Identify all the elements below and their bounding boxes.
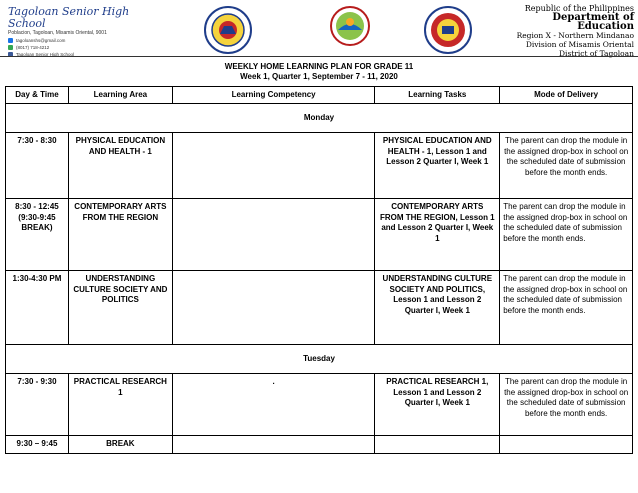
time-cell: 7:30 - 8:30	[6, 133, 69, 199]
title-line-1: WEEKLY HOME LEARNING PLAN FOR GRADE 11	[224, 62, 414, 71]
area-cell: PHYSICAL EDUCATION AND HEALTH - 1	[68, 133, 172, 199]
republic-block	[494, 4, 634, 58]
mode-cell: The parent can drop the module in the assigned drop-box in school on the scheduled date of submission before the month ends.	[500, 199, 633, 271]
header-day-time: Day & Time	[6, 87, 69, 104]
day-label: Monday	[6, 104, 633, 133]
school-address: Poblacion, Tagoloan, Misamis Oriental, 9001	[8, 30, 107, 36]
republic-line: Republic of the Philippines	[524, 4, 634, 13]
table-row	[6, 436, 633, 454]
competency-cell	[172, 271, 375, 345]
area-cell: UNDERSTANDING CULTURE SOCIETY AND POLITICS	[68, 271, 172, 345]
day-row-monday	[6, 104, 633, 133]
header-learning-area: Learning Area	[68, 87, 172, 104]
deped-seal-logo	[204, 6, 252, 54]
municipal-seal-logo	[330, 6, 370, 46]
competency-cell: .	[172, 374, 375, 436]
learning-plan-table	[5, 86, 633, 454]
competency-cell	[172, 199, 375, 271]
table-row	[6, 133, 633, 199]
letterhead	[0, 0, 638, 64]
header-learning-competency: Learning Competency	[172, 87, 375, 104]
header-learning-tasks: Learning Tasks	[375, 87, 500, 104]
mode-cell: The parent can drop the module in the assigned drop-box in school on the scheduled date of submission before the month ends.	[500, 271, 633, 345]
phone-icon	[8, 45, 13, 50]
tasks-cell: PHYSICAL EDUCATION AND HEALTH - 1, Lesson 1 and Lesson 2 Quarter I, Week 1	[375, 133, 500, 199]
mode-cell: The parent can drop the module in the assigned drop-box in school on the scheduled date of submission before the month ends.	[500, 133, 633, 199]
table-row	[6, 199, 633, 271]
school-seal-logo	[424, 6, 472, 54]
contact-phone: (8017) 718-4212	[8, 44, 158, 51]
tasks-cell: CONTEMPORARY ARTS FROM THE REGION, Lesson 1 and Lesson 2 Quarter I, Week 1	[375, 199, 500, 271]
table-row	[6, 271, 633, 345]
time-cell: 7:30 - 9:30	[6, 374, 69, 436]
title-line-2: Week 1, Quarter 1, September 7 - 11, 2020	[240, 72, 398, 81]
time-cell: 8:30 - 12:45 (9:30-9:45 BREAK)	[6, 199, 69, 271]
school-block	[8, 6, 158, 58]
time-cell: 1:30-4:30 PM	[6, 271, 69, 345]
header-divider	[0, 56, 638, 57]
day-label: Tuesday	[6, 345, 633, 374]
email-icon	[8, 38, 13, 43]
area-cell: CONTEMPORARY ARTS FROM THE REGION	[68, 199, 172, 271]
region-line: Region X - Northern Mindanao	[516, 31, 634, 40]
time-cell: 9:30 – 9:45	[6, 436, 69, 454]
tasks-cell	[375, 436, 500, 454]
header-row	[6, 87, 633, 104]
school-name: Tagoloan Senior High School	[8, 5, 130, 30]
contact-facebook: Tagoloan Senior High School	[8, 51, 158, 58]
page-title	[0, 62, 638, 82]
table-row	[6, 374, 633, 436]
competency-cell	[172, 133, 375, 199]
division-line: Division of Misamis Oriental	[525, 40, 634, 49]
contact-email: tagoloanshs@gmail.com	[8, 37, 158, 44]
tasks-cell: UNDERSTANDING CULTURE SOCIETY AND POLITICS, Lesson 1 and Lesson 2 Quarter I, Week 1	[375, 271, 500, 345]
area-cell: PRACTICAL RESEARCH 1	[68, 374, 172, 436]
mode-cell: The parent can drop the module in the assigned drop-box in school on the scheduled date of submission before the month ends.	[500, 374, 633, 436]
department-line: Department of Education	[552, 12, 634, 32]
area-cell: BREAK	[68, 436, 172, 454]
tasks-cell: PRACTICAL RESEARCH 1, Lesson 1 and Lesson 2 Quarter I, Week 1	[375, 374, 500, 436]
header-mode-of-delivery: Mode of Delivery	[500, 87, 633, 104]
day-row-tuesday	[6, 345, 633, 374]
district-line: District of Tagoloan	[559, 49, 634, 58]
competency-cell	[172, 436, 375, 454]
mode-cell	[500, 436, 633, 454]
